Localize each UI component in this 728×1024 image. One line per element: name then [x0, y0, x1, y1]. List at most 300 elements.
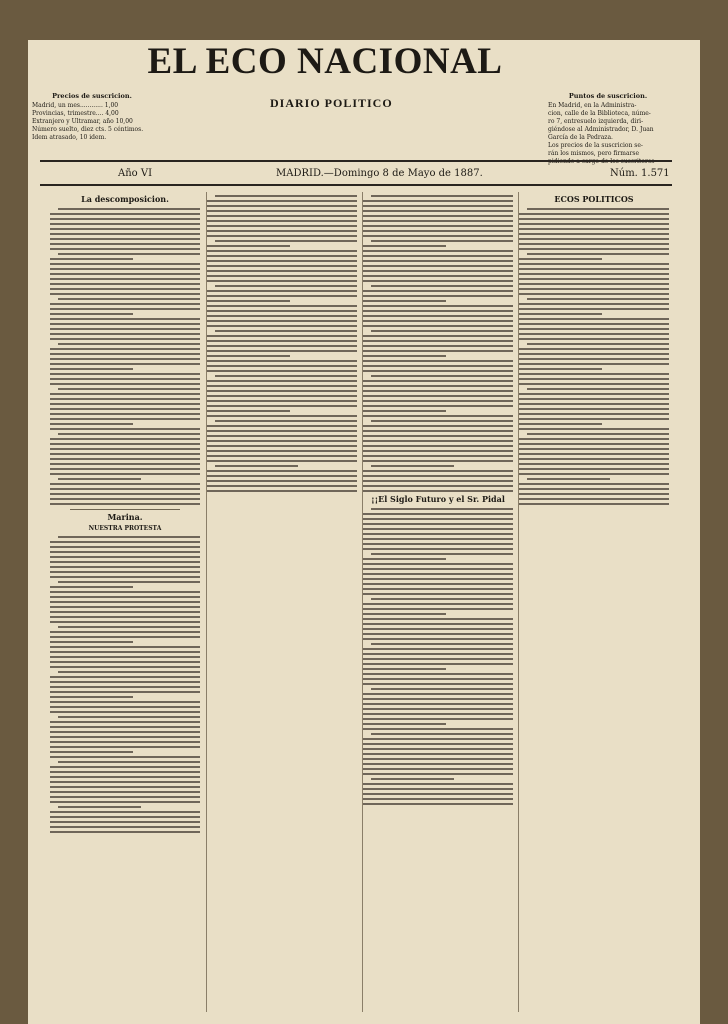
- subscription-line: cion, calle de la Biblioteca, núme-: [548, 110, 651, 117]
- text-line: [363, 275, 513, 277]
- text-line: [519, 273, 669, 275]
- text-line: [50, 423, 133, 425]
- text-line: [519, 498, 669, 500]
- subscription-line: Los precios de la suscricion se-: [548, 142, 643, 149]
- text-line: [363, 385, 513, 387]
- text-line: [50, 681, 200, 683]
- text-line: [50, 293, 200, 295]
- text-line: [50, 453, 200, 455]
- text-line: [215, 330, 357, 332]
- text-line: [50, 541, 200, 543]
- text-line: [50, 358, 200, 360]
- text-line: [527, 298, 669, 300]
- price-line: Número suelto, diez cts. 5 céntimos.: [32, 126, 144, 133]
- text-line: [519, 248, 669, 250]
- text-line: [50, 696, 133, 698]
- text-line: [371, 553, 513, 555]
- text-line: [207, 340, 357, 342]
- text-line: [363, 485, 513, 487]
- text-line: [50, 726, 200, 728]
- text-line: [519, 393, 669, 395]
- text-line: [207, 355, 290, 357]
- text-line: [50, 816, 200, 818]
- text-line: [519, 453, 669, 455]
- text-line: [519, 293, 669, 295]
- text-line: [50, 781, 200, 783]
- text-line: [519, 333, 669, 335]
- text-line: [50, 741, 200, 743]
- text-line: [363, 200, 513, 202]
- text-line: [363, 563, 513, 565]
- text-line: [519, 263, 669, 265]
- text-line: [50, 463, 200, 465]
- article-heading: Marina.: [107, 511, 143, 522]
- text-line: [519, 278, 669, 280]
- text-line: [363, 723, 446, 725]
- text-line: [50, 586, 133, 588]
- text-line: [519, 288, 669, 290]
- text-line: [519, 438, 669, 440]
- text-line: [371, 240, 513, 242]
- text-line: [50, 811, 200, 813]
- text-line: [207, 415, 357, 417]
- text-line: [363, 673, 513, 675]
- text-line: [363, 335, 513, 337]
- text-line: [50, 258, 133, 260]
- text-line: [519, 308, 669, 310]
- text-line: [58, 478, 141, 480]
- text-line: [50, 621, 200, 623]
- text-line: [519, 218, 669, 220]
- text-line: [207, 325, 357, 327]
- text-line: [363, 440, 513, 442]
- text-line: [363, 648, 513, 650]
- text-line: [50, 278, 200, 280]
- text-line: [519, 323, 669, 325]
- prices-box-right: [548, 92, 668, 166]
- text-line: [215, 285, 357, 287]
- text-line: [207, 310, 357, 312]
- text-line: [50, 228, 200, 230]
- text-line: [207, 370, 357, 372]
- issue-date: MADRID.—Domingo 8 de Mayo de 1887.: [276, 168, 483, 179]
- text-line: [519, 468, 669, 470]
- text-line: [519, 473, 669, 475]
- masthead-subtitle: DIARIO POLITICO: [270, 96, 393, 110]
- text-line: [50, 591, 200, 593]
- text-line: [363, 523, 513, 525]
- text-line: [519, 313, 602, 315]
- text-line: [207, 315, 357, 317]
- subscription-points-title: Puntos de suscricion.: [568, 92, 648, 100]
- text-line: [50, 368, 133, 370]
- text-line: [519, 448, 669, 450]
- text-line: [207, 445, 357, 447]
- text-line: [50, 596, 200, 598]
- subscription-line: rán los mismos, pero firmarse: [548, 150, 640, 157]
- text-line: [50, 273, 200, 275]
- text-line: [50, 636, 200, 638]
- text-line: [58, 761, 200, 763]
- text-line: [363, 633, 513, 635]
- text-line: [519, 373, 669, 375]
- article-body: [519, 208, 669, 505]
- text-line: [363, 783, 513, 785]
- text-line: [207, 485, 357, 487]
- text-line: [50, 791, 200, 793]
- text-line: [363, 638, 513, 640]
- article-body: [50, 536, 200, 833]
- text-line: [207, 320, 357, 322]
- text-line: [363, 310, 513, 312]
- text-line: [58, 536, 200, 538]
- text-line: [363, 460, 513, 462]
- text-line: [207, 450, 357, 452]
- text-line: [207, 295, 357, 297]
- text-line: [50, 313, 133, 315]
- text-line: [363, 480, 513, 482]
- text-line: [519, 228, 669, 230]
- text-line: [519, 358, 669, 360]
- text-line: [50, 786, 200, 788]
- text-line: [363, 543, 513, 545]
- text-line: [207, 255, 357, 257]
- price-line: Idem atrasado, 10 idem.: [32, 134, 107, 141]
- text-line: [50, 333, 200, 335]
- text-line: [519, 338, 669, 340]
- text-line: [50, 751, 133, 753]
- text-line: [50, 413, 200, 415]
- text-line: [363, 475, 513, 477]
- text-line: [50, 418, 200, 420]
- price-line: Madrid, un mes............ 1,00: [32, 102, 119, 109]
- text-line: [363, 618, 513, 620]
- text-line: [363, 490, 513, 492]
- column-4: [518, 192, 669, 1012]
- text-line: [50, 701, 200, 703]
- text-line: [363, 568, 513, 570]
- text-line: [207, 435, 357, 437]
- article-heading: ¡¡El Siglo Futuro y el Sr. Pidal: [371, 494, 505, 504]
- text-line: [50, 288, 200, 290]
- text-line: [207, 460, 357, 462]
- text-line: [363, 613, 446, 615]
- text-line: [50, 443, 200, 445]
- text-line: [363, 450, 513, 452]
- text-line: [519, 443, 669, 445]
- text-line: [207, 245, 290, 247]
- text-line: [50, 826, 200, 828]
- text-line: [363, 578, 513, 580]
- text-line: [363, 340, 513, 342]
- column-2: [206, 192, 357, 1012]
- text-line: [363, 593, 513, 595]
- text-line: [50, 473, 200, 475]
- text-line: [50, 243, 200, 245]
- text-line: [519, 493, 669, 495]
- text-line: [50, 656, 200, 658]
- text-line: [519, 503, 669, 505]
- text-line: [363, 470, 513, 472]
- text-line: [363, 270, 513, 272]
- text-line: [371, 643, 513, 645]
- text-line: [207, 215, 357, 217]
- text-line: [50, 363, 200, 365]
- text-line: [50, 303, 200, 305]
- text-line: [50, 328, 200, 330]
- text-line: [50, 323, 200, 325]
- text-line: [207, 490, 357, 492]
- text-line: [207, 425, 357, 427]
- text-line: [58, 671, 200, 673]
- text-line: [50, 338, 200, 340]
- subscription-line: pidiendo a cargo de los suscritores: [548, 158, 655, 165]
- text-line: [50, 661, 200, 663]
- text-line: [371, 733, 513, 735]
- text-line: [363, 210, 513, 212]
- text-line: [363, 225, 513, 227]
- text-line: [363, 628, 513, 630]
- text-line: [207, 410, 290, 412]
- text-line: [363, 738, 513, 740]
- text-line: [207, 210, 357, 212]
- text-line: [207, 480, 357, 482]
- text-line: [363, 678, 513, 680]
- text-line: [363, 215, 513, 217]
- text-line: [363, 703, 513, 705]
- text-line: [363, 435, 513, 437]
- text-line: [50, 213, 200, 215]
- text-line: [519, 383, 669, 385]
- text-line: [50, 483, 200, 485]
- text-line: [50, 566, 200, 568]
- text-line: [207, 250, 357, 252]
- text-line: [519, 413, 669, 415]
- article-columns: [40, 192, 672, 1012]
- text-line: [207, 475, 357, 477]
- text-line: [207, 430, 357, 432]
- text-line: [207, 230, 357, 232]
- text-line: [363, 235, 513, 237]
- text-line: [363, 415, 513, 417]
- text-line: [207, 200, 357, 202]
- text-line: [50, 503, 200, 505]
- subscription-line: García de la Pedraza.: [548, 134, 613, 141]
- text-line: [363, 400, 513, 402]
- text-line: [519, 233, 669, 235]
- text-line: [207, 290, 357, 292]
- text-line: [519, 418, 669, 420]
- text-line: [363, 588, 513, 590]
- text-line: [363, 405, 513, 407]
- text-line: [371, 688, 513, 690]
- text-line: [207, 275, 357, 277]
- text-line: [363, 290, 513, 292]
- text-line: [363, 390, 513, 392]
- text-line: [527, 253, 669, 255]
- text-line: [527, 208, 669, 210]
- text-line: [519, 258, 602, 260]
- article-body: [207, 195, 357, 492]
- text-line: [363, 360, 513, 362]
- text-line: [207, 400, 357, 402]
- issue-year: Año VI: [118, 168, 153, 179]
- text-line: [207, 470, 357, 472]
- text-line: [50, 318, 200, 320]
- text-line: [363, 280, 513, 282]
- text-line: [50, 691, 200, 693]
- article-heading: ECOS POLITICOS: [554, 194, 634, 204]
- text-line: [363, 803, 513, 805]
- text-line: [363, 528, 513, 530]
- text-line: [58, 298, 200, 300]
- text-line: [519, 458, 669, 460]
- text-line: [363, 265, 513, 267]
- issue-number: Núm. 1.571: [610, 168, 670, 179]
- text-line: [207, 440, 357, 442]
- text-line: [207, 360, 357, 362]
- text-line: [207, 225, 357, 227]
- text-line: [363, 768, 513, 770]
- text-line: [50, 746, 200, 748]
- text-line: [50, 711, 200, 713]
- text-line: [363, 445, 513, 447]
- text-line: [363, 260, 513, 262]
- text-line: [519, 423, 602, 425]
- text-line: [58, 343, 200, 345]
- text-line: [363, 698, 513, 700]
- text-line: [363, 455, 513, 457]
- article-divider: [70, 509, 180, 510]
- text-line: [371, 285, 513, 287]
- text-line: [363, 608, 513, 610]
- text-line: [50, 428, 200, 430]
- text-line: [50, 731, 200, 733]
- text-line: [50, 571, 200, 573]
- text-line: [519, 283, 669, 285]
- text-line: [207, 300, 290, 302]
- text-line: [50, 223, 200, 225]
- subscription-line: ro 7, entresuelo izquierda, diri-: [548, 118, 644, 125]
- text-line: [363, 558, 446, 560]
- text-line: [371, 598, 513, 600]
- text-line: [371, 420, 513, 422]
- text-line: [50, 408, 200, 410]
- text-line: [527, 433, 669, 435]
- text-line: [50, 398, 200, 400]
- price-line: Provincias, trimestre.... 4,00: [32, 110, 119, 117]
- text-line: [58, 581, 200, 583]
- text-line: [519, 488, 669, 490]
- text-line: [519, 318, 669, 320]
- text-line: [363, 788, 513, 790]
- text-line: [50, 776, 200, 778]
- text-line: [50, 551, 200, 553]
- text-line: [371, 195, 513, 197]
- text-line: [363, 603, 513, 605]
- text-line: [363, 320, 513, 322]
- text-line: [50, 438, 200, 440]
- text-line: [207, 405, 357, 407]
- text-line: [50, 676, 200, 678]
- text-line: [215, 375, 357, 377]
- text-line: [207, 305, 357, 307]
- text-line: [215, 240, 357, 242]
- text-line: [363, 295, 513, 297]
- text-line: [50, 378, 200, 380]
- text-line: [50, 821, 200, 823]
- text-line: [50, 831, 200, 833]
- text-line: [363, 345, 513, 347]
- text-line: [50, 706, 200, 708]
- text-line: [363, 728, 513, 730]
- text-line: [363, 753, 513, 755]
- text-line: [50, 238, 200, 240]
- text-line: [371, 375, 513, 377]
- text-line: [50, 736, 200, 738]
- text-line: [519, 368, 602, 370]
- text-line: [363, 623, 513, 625]
- text-line: [363, 538, 513, 540]
- text-line: [363, 350, 513, 352]
- text-line: [207, 345, 357, 347]
- text-line: [363, 395, 513, 397]
- text-line: [50, 546, 200, 548]
- text-line: [363, 713, 513, 715]
- text-line: [527, 478, 610, 480]
- text-line: [50, 218, 200, 220]
- text-line: [50, 801, 200, 803]
- text-line: [58, 806, 141, 808]
- text-line: [58, 716, 200, 718]
- text-line: [363, 430, 513, 432]
- prices-box-left: [32, 92, 152, 142]
- text-line: [50, 348, 200, 350]
- text-line: [363, 230, 513, 232]
- text-line: [207, 395, 357, 397]
- text-line: [363, 533, 513, 535]
- text-line: [363, 743, 513, 745]
- text-line: [207, 220, 357, 222]
- text-line: [50, 268, 200, 270]
- text-line: [50, 248, 200, 250]
- text-line: [363, 245, 446, 247]
- column-3: [362, 192, 513, 1012]
- text-line: [519, 238, 669, 240]
- text-line: [207, 260, 357, 262]
- article-body: [363, 195, 513, 492]
- text-line: [363, 548, 513, 550]
- text-line: [58, 626, 200, 628]
- text-line: [371, 508, 513, 510]
- text-line: [363, 370, 513, 372]
- text-line: [50, 771, 200, 773]
- text-line: [50, 403, 200, 405]
- text-line: [363, 793, 513, 795]
- text-line: [50, 233, 200, 235]
- text-line: [519, 223, 669, 225]
- text-line: [519, 403, 669, 405]
- text-line: [50, 651, 200, 653]
- text-line: [50, 641, 133, 643]
- text-line: [207, 335, 357, 337]
- text-line: [215, 420, 357, 422]
- text-line: [519, 268, 669, 270]
- text-line: [519, 483, 669, 485]
- text-line: [58, 253, 200, 255]
- article-body: [363, 508, 513, 805]
- text-line: [363, 305, 513, 307]
